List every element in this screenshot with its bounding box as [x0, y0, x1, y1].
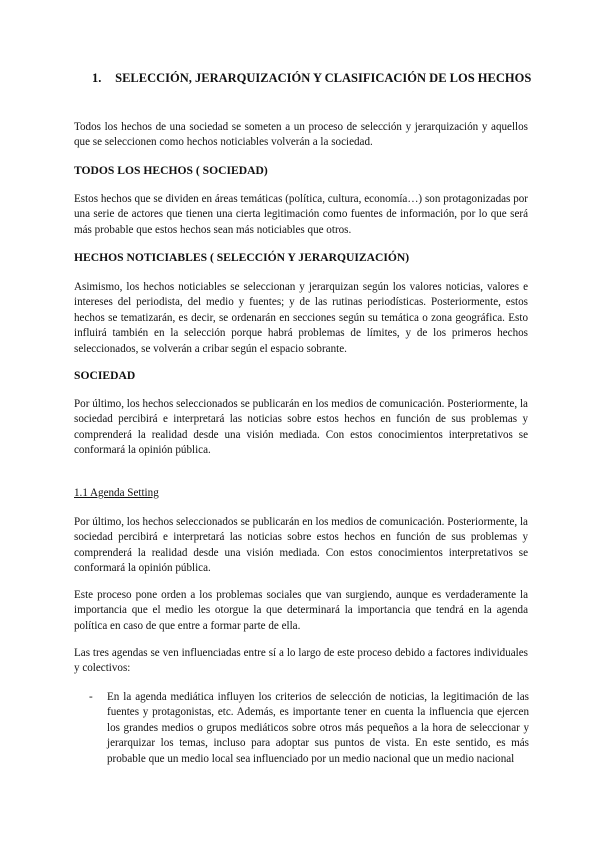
paragraph-agenda-1: Por último, los hechos seleccionados se publicarán en los medios de comunicación. Posteriormente, la sociedad percibirá e interpretará las noticias sobre estos hechos en función de sus problemas y comprenderá la realidad desde una visión mediada. Con estos conocimientos interpretativos se conformará la opinión pública. [74, 516, 528, 575]
paragraph-todos-los-hechos: Estos hechos que se dividen en áreas temáticas (política, cultura, economía…) son protagonizadas por una serie de actores que tienen una cierta legitimación como fuentes de información, por lo que será más probable que estos hechos sean más noticiables que otros. [74, 193, 528, 236]
heading-hechos-noticiables: HECHOS NOTICIABLES ( SELECCIÓN Y JERARQUIZACIÓN) [74, 251, 410, 264]
paragraph-sociedad: Por último, los hechos seleccionados se publicarán en los medios de comunicación. Posteriormente, la sociedad percibirá e interpretará las noticias sobre estos hechos en función de sus problemas y comprenderá la realidad desde una visión mediada. Con estos conocimientos interpretativos se conformará la opinión pública. [74, 398, 528, 457]
paragraph-agenda-3: Las tres agendas se ven influenciadas entre sí a lo largo de este proceso debido a factores individuales y colectivos: [74, 647, 528, 675]
heading-sociedad: SOCIEDAD [74, 369, 136, 382]
section-title-text: SELECCIÓN, JERARQUIZACIÓN Y CLASIFICACIÓN DE LOS HECHOS [115, 71, 532, 85]
intro-paragraph: Todos los hechos de una sociedad se someten a un proceso de selección y jerarquización y aquellos que se seleccionen como hechos noticiables volverán a la sociedad. [74, 121, 528, 149]
paragraph-agenda-2: Este proceso pone orden a los problemas sociales que van surgiendo, aunque es verdaderamente la importancia que el medio les otorgue la que determinará la importancia que tendrá en la agenda política en caso de que entre a formar parte de ella. [74, 589, 528, 632]
subsection-title-agenda-setting: 1.1 Agenda Setting [74, 487, 159, 499]
paragraph-hechos-noticiables: Asimismo, los hechos noticiables se seleccionan y jerarquizan según los valores noticias, valores e intereses del periodista, del medio y fuentes; y de las rutinas periodísticas. Posteriormente, estos hechos se tematizarán, es decir, se ordenarán en secciones según su temática o zona geográfica. Esto influirá también en la selección porque habrá problemas de límites, y de los primeros hechos seleccionados, se volverán a cribar según el espacio sobrante. [74, 281, 528, 355]
section-number: 1. [92, 71, 102, 85]
section-title [92, 71, 552, 86]
heading-todos-los-hechos: TODOS LOS HECHOS ( SOCIEDAD) [74, 164, 268, 177]
list-item-marker: - [89, 691, 93, 703]
list-item-text: En la agenda mediática influyen los criterios de selección de noticias, la legitimación de las fuentes y protagonistas, etc. Además, es importante tener en cuenta la influencia que ejercen los grandes medios o grupos mediáticos sobre otros más pequeños a la hora de seleccionar y jerarquizar los temas, incluso para adoptar sus puntos de vista. En este sentido, es más probable que un medio local sea influenciado por un medio nacional que un medio nacional [107, 691, 529, 765]
list-item [89, 690, 529, 767]
